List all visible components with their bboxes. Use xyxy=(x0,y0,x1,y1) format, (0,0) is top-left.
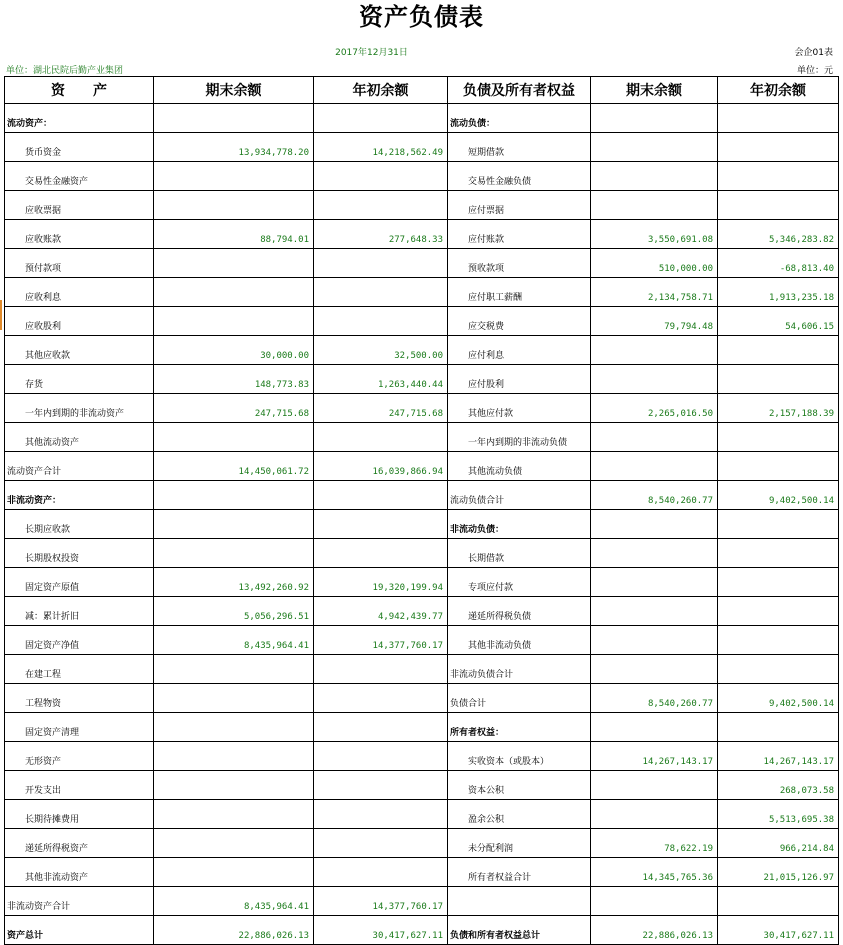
liability-item-cell[interactable]: 实收资本（或股本） xyxy=(448,742,591,771)
liability-ending-balance-cell[interactable]: 14,267,143.17 xyxy=(591,742,718,771)
asset-ending-balance-cell[interactable]: 30,000.00 xyxy=(154,336,314,365)
liability-ending-balance-cell[interactable]: 2,265,016.50 xyxy=(591,394,718,423)
asset-item-cell[interactable]: 在建工程 xyxy=(5,655,154,684)
liability-ending-balance-cell[interactable] xyxy=(591,597,718,626)
asset-item-cell[interactable]: 固定资产原值 xyxy=(5,568,154,597)
liability-ending-balance-cell[interactable] xyxy=(591,626,718,655)
asset-ending-balance-cell[interactable]: 148,773.83 xyxy=(154,365,314,394)
asset-beginning-balance-cell[interactable] xyxy=(314,539,448,568)
table-row xyxy=(5,713,839,742)
asset-ending-balance-cell[interactable] xyxy=(154,481,314,510)
table-row xyxy=(5,916,839,945)
asset-item-cell[interactable]: 存货 xyxy=(5,365,154,394)
asset-item-cell[interactable]: 非流动资产合计 xyxy=(5,887,154,916)
asset-beginning-balance-cell[interactable]: 1,263,440.44 xyxy=(314,365,448,394)
asset-item-cell[interactable]: 长期待摊费用 xyxy=(5,800,154,829)
liability-beginning-balance-cell[interactable] xyxy=(718,655,839,684)
asset-item-cell[interactable]: 其他流动资产 xyxy=(5,423,154,452)
liability-beginning-balance-cell[interactable] xyxy=(718,597,839,626)
liability-beginning-balance-cell[interactable]: -68,813.40 xyxy=(718,249,839,278)
asset-ending-balance-cell[interactable] xyxy=(154,858,314,887)
liability-beginning-balance-cell[interactable] xyxy=(718,510,839,539)
asset-beginning-balance-cell[interactable]: 247,715.68 xyxy=(314,394,448,423)
sheet-left-edge-marker xyxy=(0,0,2,868)
table-row xyxy=(5,336,839,365)
liability-beginning-balance-cell[interactable]: 2,157,188.39 xyxy=(718,394,839,423)
asset-ending-balance-cell[interactable] xyxy=(154,684,314,713)
table-row xyxy=(5,133,839,162)
table-row xyxy=(5,829,839,858)
asset-beginning-balance-cell[interactable]: 277,648.33 xyxy=(314,220,448,249)
asset-ending-balance-cell[interactable]: 13,934,778.20 xyxy=(154,133,314,162)
asset-item-cell[interactable]: 流动资产合计 xyxy=(5,452,154,481)
liability-ending-balance-cell[interactable]: 22,886,026.13 xyxy=(591,916,718,945)
liability-beginning-balance-cell[interactable]: 5,513,695.38 xyxy=(718,800,839,829)
asset-ending-balance-cell[interactable] xyxy=(154,539,314,568)
liability-item-cell[interactable]: 专项应付款 xyxy=(448,568,591,597)
liability-beginning-balance-cell[interactable] xyxy=(718,452,839,481)
table-row xyxy=(5,510,839,539)
liability-ending-balance-cell[interactable] xyxy=(591,655,718,684)
balance-sheet-body xyxy=(5,77,839,945)
asset-item-cell[interactable]: 无形资产 xyxy=(5,742,154,771)
liability-item-cell[interactable]: 所有者权益： xyxy=(448,713,591,742)
liability-beginning-balance-cell[interactable] xyxy=(718,104,839,133)
asset-ending-balance-cell[interactable] xyxy=(154,742,314,771)
table-row xyxy=(5,887,839,916)
asset-item-cell[interactable]: 交易性金融资产 xyxy=(5,162,154,191)
liability-item-cell[interactable] xyxy=(448,887,591,916)
report-date: 2017年12月31日 xyxy=(335,48,408,58)
liability-ending-balance-cell[interactable] xyxy=(591,423,718,452)
liability-ending-balance-cell[interactable] xyxy=(591,365,718,394)
liability-ending-balance-cell[interactable]: 8,540,260.77 xyxy=(591,684,718,713)
asset-beginning-balance-cell[interactable] xyxy=(314,423,448,452)
liability-ending-balance-cell[interactable] xyxy=(591,104,718,133)
table-row xyxy=(5,249,839,278)
asset-ending-balance-cell[interactable]: 14,450,061.72 xyxy=(154,452,314,481)
asset-ending-balance-cell[interactable] xyxy=(154,278,314,307)
balance-sheet-table xyxy=(4,76,839,945)
liability-ending-balance-cell[interactable] xyxy=(591,191,718,220)
liability-beginning-balance-cell[interactable]: 966,214.84 xyxy=(718,829,839,858)
asset-beginning-balance-cell[interactable] xyxy=(314,800,448,829)
asset-ending-balance-cell[interactable]: 8,435,964.41 xyxy=(154,626,314,655)
asset-ending-balance-cell[interactable] xyxy=(154,829,314,858)
asset-beginning-balance-cell[interactable] xyxy=(314,829,448,858)
asset-beginning-balance-cell[interactable]: 14,218,562.49 xyxy=(314,133,448,162)
asset-beginning-balance-cell[interactable] xyxy=(314,481,448,510)
liability-ending-balance-cell[interactable] xyxy=(591,800,718,829)
table-row xyxy=(5,858,839,887)
liability-ending-balance-cell[interactable]: 510,000.00 xyxy=(591,249,718,278)
liability-item-cell[interactable]: 非流动负债合计 xyxy=(448,655,591,684)
liability-item-cell[interactable]: 应付账款 xyxy=(448,220,591,249)
asset-beginning-balance-cell[interactable] xyxy=(314,771,448,800)
asset-item-cell[interactable]: 一年内到期的非流动资产 xyxy=(5,394,154,423)
asset-beginning-balance-cell[interactable]: 14,377,760.17 xyxy=(314,887,448,916)
asset-beginning-balance-cell[interactable]: 16,039,866.94 xyxy=(314,452,448,481)
liability-ending-balance-cell[interactable]: 78,622.19 xyxy=(591,829,718,858)
currency-unit: 单位：元 xyxy=(796,66,833,76)
liability-ending-balance-cell[interactable] xyxy=(591,887,718,916)
col-header-liabilities-equity[interactable]: 负债及所有者权益 xyxy=(448,77,591,104)
asset-item-cell[interactable]: 应收账款 xyxy=(5,220,154,249)
liability-ending-balance-cell[interactable] xyxy=(591,713,718,742)
asset-beginning-balance-cell[interactable] xyxy=(314,307,448,336)
liability-item-cell[interactable]: 交易性金融负债 xyxy=(448,162,591,191)
table-row xyxy=(5,481,839,510)
asset-ending-balance-cell[interactable]: 8,435,964.41 xyxy=(154,887,314,916)
reporting-entity: 单位：湖北民院后勤产业集团 xyxy=(6,66,124,76)
liability-beginning-balance-cell[interactable] xyxy=(718,133,839,162)
asset-ending-balance-cell[interactable]: 13,492,260.92 xyxy=(154,568,314,597)
liability-beginning-balance-cell[interactable] xyxy=(718,626,839,655)
asset-ending-balance-cell[interactable] xyxy=(154,104,314,133)
asset-beginning-balance-cell[interactable] xyxy=(314,104,448,133)
liability-ending-balance-cell[interactable] xyxy=(591,133,718,162)
liability-item-cell[interactable]: 负债合计 xyxy=(448,684,591,713)
asset-item-cell[interactable]: 资产总计 xyxy=(5,916,154,945)
asset-beginning-balance-cell[interactable] xyxy=(314,249,448,278)
asset-beginning-balance-cell[interactable] xyxy=(314,191,448,220)
asset-beginning-balance-cell[interactable]: 30,417,627.11 xyxy=(314,916,448,945)
table-row xyxy=(5,104,839,133)
liability-item-cell[interactable]: 一年内到期的非流动负债 xyxy=(448,423,591,452)
liability-item-cell[interactable]: 应付职工薪酬 xyxy=(448,278,591,307)
asset-ending-balance-cell[interactable] xyxy=(154,771,314,800)
asset-ending-balance-cell[interactable] xyxy=(154,249,314,278)
asset-ending-balance-cell[interactable] xyxy=(154,713,314,742)
liability-beginning-balance-cell[interactable] xyxy=(718,336,839,365)
liability-beginning-balance-cell[interactable] xyxy=(718,568,839,597)
asset-item-cell[interactable]: 长期应收款 xyxy=(5,510,154,539)
asset-ending-balance-cell[interactable] xyxy=(154,423,314,452)
liability-item-cell[interactable]: 盈余公积 xyxy=(448,800,591,829)
liability-item-cell[interactable]: 负债和所有者权益总计 xyxy=(448,916,591,945)
table-row xyxy=(5,568,839,597)
table-row xyxy=(5,539,839,568)
liability-item-cell[interactable]: 所有者权益合计 xyxy=(448,858,591,887)
col-header-assets-beginning[interactable]: 年初余额 xyxy=(314,77,448,104)
table-row xyxy=(5,452,839,481)
asset-item-cell[interactable]: 长期股权投资 xyxy=(5,539,154,568)
liability-ending-balance-cell[interactable] xyxy=(591,336,718,365)
asset-ending-balance-cell[interactable] xyxy=(154,191,314,220)
table-row xyxy=(5,423,839,452)
asset-item-cell[interactable]: 固定资产净值 xyxy=(5,626,154,655)
asset-item-cell[interactable]: 应收股利 xyxy=(5,307,154,336)
asset-item-cell[interactable]: 递延所得税资产 xyxy=(5,829,154,858)
table-row xyxy=(5,365,839,394)
liability-ending-balance-cell[interactable] xyxy=(591,510,718,539)
liability-ending-balance-cell[interactable] xyxy=(591,452,718,481)
liability-item-cell[interactable]: 应付利息 xyxy=(448,336,591,365)
asset-ending-balance-cell[interactable] xyxy=(154,162,314,191)
asset-item-cell[interactable]: 开发支出 xyxy=(5,771,154,800)
liability-item-cell[interactable]: 短期借款 xyxy=(448,133,591,162)
liability-ending-balance-cell[interactable] xyxy=(591,568,718,597)
liability-beginning-balance-cell[interactable]: 14,267,143.17 xyxy=(718,742,839,771)
liability-beginning-balance-cell[interactable] xyxy=(718,423,839,452)
liability-item-cell[interactable]: 预收款项 xyxy=(448,249,591,278)
asset-item-cell[interactable]: 工程物资 xyxy=(5,684,154,713)
asset-beginning-balance-cell[interactable] xyxy=(314,510,448,539)
header-row xyxy=(5,77,839,104)
liability-ending-balance-cell[interactable]: 8,540,260.77 xyxy=(591,481,718,510)
liability-ending-balance-cell[interactable]: 3,550,691.08 xyxy=(591,220,718,249)
liability-ending-balance-cell[interactable] xyxy=(591,162,718,191)
liability-beginning-balance-cell[interactable]: 54,606.15 xyxy=(718,307,839,336)
liability-item-cell[interactable]: 未分配利润 xyxy=(448,829,591,858)
liability-ending-balance-cell[interactable] xyxy=(591,771,718,800)
asset-ending-balance-cell[interactable] xyxy=(154,655,314,684)
col-header-assets-ending[interactable]: 期末余额 xyxy=(154,77,314,104)
liability-beginning-balance-cell[interactable]: 9,402,500.14 xyxy=(718,481,839,510)
table-row xyxy=(5,307,839,336)
liability-item-cell[interactable]: 应交税费 xyxy=(448,307,591,336)
asset-beginning-balance-cell[interactable] xyxy=(314,278,448,307)
asset-beginning-balance-cell[interactable]: 19,320,199.94 xyxy=(314,568,448,597)
asset-beginning-balance-cell[interactable] xyxy=(314,684,448,713)
liability-item-cell[interactable]: 流动负债： xyxy=(448,104,591,133)
table-row xyxy=(5,597,839,626)
asset-beginning-balance-cell[interactable] xyxy=(314,162,448,191)
liability-item-cell[interactable]: 应付股利 xyxy=(448,365,591,394)
liability-beginning-balance-cell[interactable]: 268,073.58 xyxy=(718,771,839,800)
asset-ending-balance-cell[interactable]: 88,794.01 xyxy=(154,220,314,249)
asset-item-cell[interactable]: 货币资金 xyxy=(5,133,154,162)
liability-beginning-balance-cell[interactable]: 9,402,500.14 xyxy=(718,684,839,713)
asset-ending-balance-cell[interactable]: 22,886,026.13 xyxy=(154,916,314,945)
liability-beginning-balance-cell[interactable] xyxy=(718,365,839,394)
table-row xyxy=(5,655,839,684)
liability-beginning-balance-cell[interactable]: 21,015,126.97 xyxy=(718,858,839,887)
asset-item-cell[interactable]: 其他应收款 xyxy=(5,336,154,365)
asset-beginning-balance-cell[interactable] xyxy=(314,655,448,684)
asset-ending-balance-cell[interactable] xyxy=(154,307,314,336)
table-row xyxy=(5,220,839,249)
asset-item-cell[interactable]: 非流动资产： xyxy=(5,481,154,510)
asset-ending-balance-cell[interactable]: 5,056,296.51 xyxy=(154,597,314,626)
asset-ending-balance-cell[interactable] xyxy=(154,510,314,539)
liability-beginning-balance-cell[interactable] xyxy=(718,887,839,916)
liability-item-cell[interactable]: 其他应付款 xyxy=(448,394,591,423)
asset-beginning-balance-cell[interactable]: 14,377,760.17 xyxy=(314,626,448,655)
liability-beginning-balance-cell[interactable] xyxy=(718,162,839,191)
table-row xyxy=(5,162,839,191)
asset-item-cell[interactable]: 减：累计折旧 xyxy=(5,597,154,626)
liability-ending-balance-cell[interactable]: 79,794.48 xyxy=(591,307,718,336)
asset-beginning-balance-cell[interactable] xyxy=(314,713,448,742)
liability-item-cell[interactable]: 非流动负债： xyxy=(448,510,591,539)
table-row xyxy=(5,394,839,423)
asset-item-cell[interactable]: 预付款项 xyxy=(5,249,154,278)
table-row xyxy=(5,771,839,800)
col-header-assets[interactable]: 资 产 xyxy=(5,77,154,104)
table-row xyxy=(5,191,839,220)
asset-ending-balance-cell[interactable] xyxy=(154,800,314,829)
liability-beginning-balance-cell[interactable]: 5,346,283.82 xyxy=(718,220,839,249)
table-row xyxy=(5,278,839,307)
liability-item-cell[interactable]: 应付票据 xyxy=(448,191,591,220)
liability-ending-balance-cell[interactable]: 14,345,765.36 xyxy=(591,858,718,887)
asset-ending-balance-cell[interactable]: 247,715.68 xyxy=(154,394,314,423)
col-header-liabilities-beginning[interactable]: 年初余额 xyxy=(718,77,839,104)
form-number: 会企01表 xyxy=(794,48,833,58)
asset-item-cell[interactable]: 应收票据 xyxy=(5,191,154,220)
liability-beginning-balance-cell[interactable] xyxy=(718,191,839,220)
table-row xyxy=(5,800,839,829)
liability-ending-balance-cell[interactable] xyxy=(591,539,718,568)
liability-item-cell[interactable]: 其他非流动负债 xyxy=(448,626,591,655)
liability-beginning-balance-cell[interactable]: 1,913,235.18 xyxy=(718,278,839,307)
liability-item-cell[interactable]: 长期借款 xyxy=(448,539,591,568)
liability-beginning-balance-cell[interactable]: 30,417,627.11 xyxy=(718,916,839,945)
table-row xyxy=(5,684,839,713)
asset-item-cell[interactable]: 其他非流动资产 xyxy=(5,858,154,887)
liability-beginning-balance-cell[interactable] xyxy=(718,713,839,742)
table-row xyxy=(5,742,839,771)
asset-beginning-balance-cell[interactable]: 4,942,439.77 xyxy=(314,597,448,626)
asset-item-cell[interactable]: 固定资产清理 xyxy=(5,713,154,742)
asset-item-cell[interactable]: 流动资产： xyxy=(5,104,154,133)
col-header-liabilities-ending[interactable]: 期末余额 xyxy=(591,77,718,104)
asset-beginning-balance-cell[interactable] xyxy=(314,858,448,887)
liability-item-cell[interactable]: 流动负债合计 xyxy=(448,481,591,510)
page-title: 资产负债表 xyxy=(359,2,484,31)
liability-ending-balance-cell[interactable]: 2,134,758.71 xyxy=(591,278,718,307)
liability-item-cell[interactable]: 递延所得税负债 xyxy=(448,597,591,626)
asset-beginning-balance-cell[interactable]: 32,500.00 xyxy=(314,336,448,365)
liability-beginning-balance-cell[interactable] xyxy=(718,539,839,568)
table-row xyxy=(5,626,839,655)
asset-item-cell[interactable]: 应收利息 xyxy=(5,278,154,307)
liability-item-cell[interactable]: 其他流动负债 xyxy=(448,452,591,481)
asset-beginning-balance-cell[interactable] xyxy=(314,742,448,771)
liability-item-cell[interactable]: 资本公积 xyxy=(448,771,591,800)
